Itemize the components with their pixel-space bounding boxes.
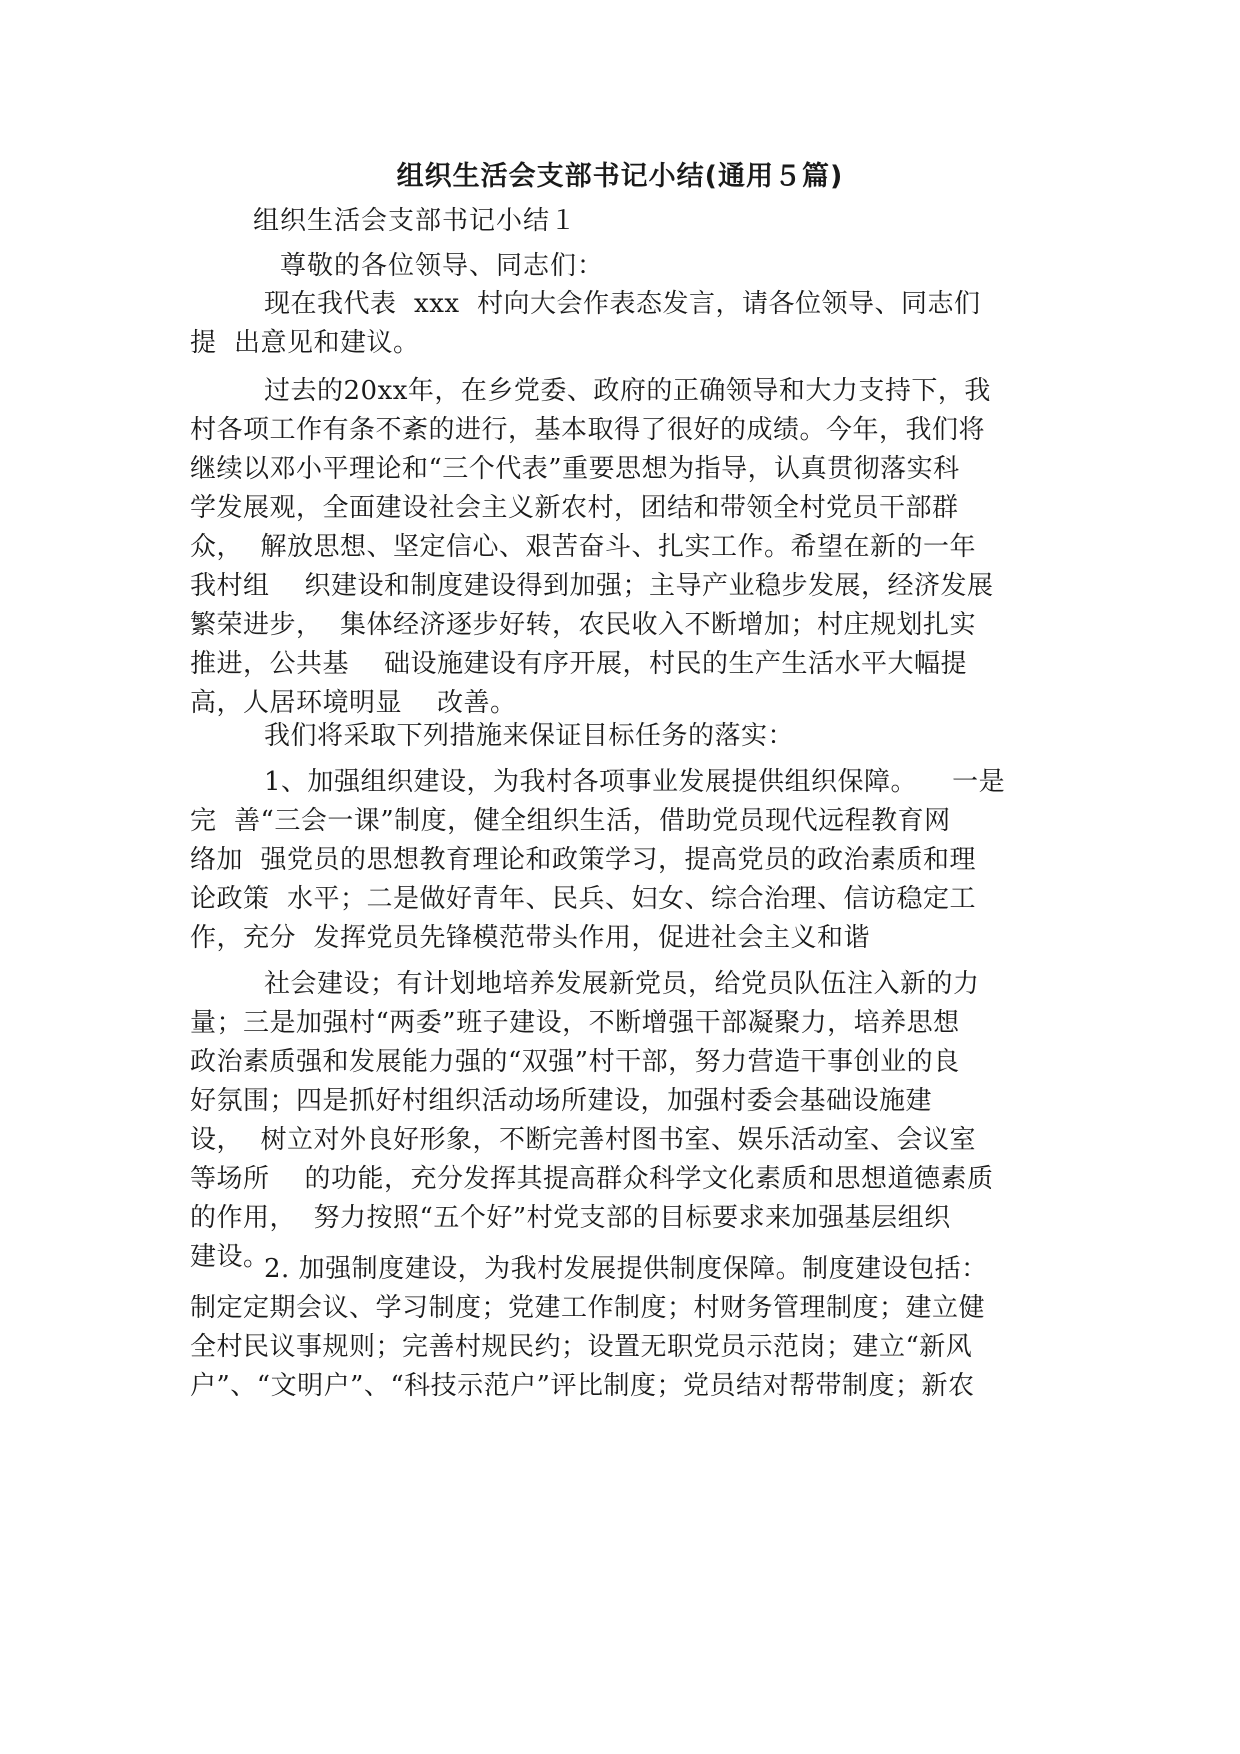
paragraph [190,372,1060,723]
paragraph-line: 众， 解放思想、坚定信心、艰苦奋斗、扎实工作。希望在新的一年 [190,532,977,562]
paragraph-line: 繁荣进步， 集体经济逐步好转，农民收入不断增加；村庄规划扎实 [190,610,977,640]
paragraph-line: 提 出意见和建议。 [190,328,420,358]
paragraph-line: 政治素质强和发展能力强的“双强”村干部，努力营造干事创业的良 [190,1047,960,1077]
paragraph-line: 学发展观，全面建设社会主义新农村，团结和带领全村党员干部群 [190,493,959,523]
paragraph-line: 好氛围；四是抓好村组织活动场所建设，加强村委会基础设施建 [190,1086,933,1116]
paragraph-line: 等场所 的功能，充分发挥其提高群众科学文化素质和思想道德素质 [190,1164,994,1194]
paragraph-line: 推进，公共基 础设施建设有序开展，村民的生产生活水平大幅提 [190,649,968,679]
paragraph [190,1250,1060,1406]
paragraph-line: 现在我代表 xxx 村向大会作表态发言，请各位领导、同志们 [264,289,981,319]
paragraph-line: 作，充分 发挥党员先锋模范带头作用，促进社会主义和谐 [190,923,871,953]
paragraph-line: 设， 树立对外良好形象，不断完善村图书室、娱乐活动室、会议室 [190,1125,977,1155]
paragraph-line: 的作用， 努力按照“五个好”村党支部的目标要求来加强基层组织 [190,1203,951,1233]
paragraph-line: 我们将采取下列措施来保证目标任务的落实： [264,721,795,751]
paragraph-line: 社会建设；有计划地培养发展新党员，给党员队伍注入新的力 [264,969,980,999]
paragraph-line: 户”、“文明户”、“科技示范户”评比制度；党员结对帮带制度；新农 [190,1371,975,1401]
paragraph-line: 完 善“三会一课”制度，健全组织生活，借助党员现代远程教育网 [190,806,951,836]
paragraph [190,285,1060,363]
paragraph-line: 络加 强党员的思想教育理论和政策学习，提高党员的政治素质和理 [190,845,977,875]
paragraph-line: 2. 加强制度建设，为我村发展提供制度保障。制度建设包括： [264,1254,988,1284]
paragraph-line: 制定定期会议、学习制度；党建工作制度；村财务管理制度；建立健 [190,1293,986,1323]
salutation: 尊敬的各位领导、同志们： [280,251,605,281]
paragraph-line: 建设。 [190,1242,270,1272]
paragraph-line: 1、加强组织建设，为我村各项事业发展提供组织保障。 一是 [264,767,1006,797]
paragraph-line: 过去的20xx年，在乡党委、政府的正确领导和大力支持下，我 [264,376,991,406]
paragraph-line: 高，人居环境明显 改善。 [190,688,517,718]
document-subtitle: 组织生活会支部书记小结１ [253,206,578,236]
paragraph-line: 我村组 织建设和制度建设得到加强；主导产业稳步发展，经济发展 [190,571,994,601]
paragraph-line: 继续以邓小平理论和“三个代表”重要思想为指导，认真贯彻落实科 [190,454,960,484]
paragraph [190,763,1060,958]
document-title: 组织生活会支部书记小结(通用５篇) [396,161,844,192]
paragraph-line: 论政策 水平；二是做好青年、民兵、妇女、综合治理、信访稳定工 [190,884,977,914]
paragraph [190,717,1060,756]
paragraph-line: 村各项工作有条不紊的进行，基本取得了很好的成绩。今年，我们将 [190,415,986,445]
paragraph-line: 量；三是加强村“两委”班子建设，不断增强干部凝聚力，培养思想 [190,1008,960,1038]
paragraph-line: 全村民议事规则；完善村规民约；设置无职党员示范岗；建立“新风 [190,1332,973,1362]
paragraph [190,965,1060,1277]
